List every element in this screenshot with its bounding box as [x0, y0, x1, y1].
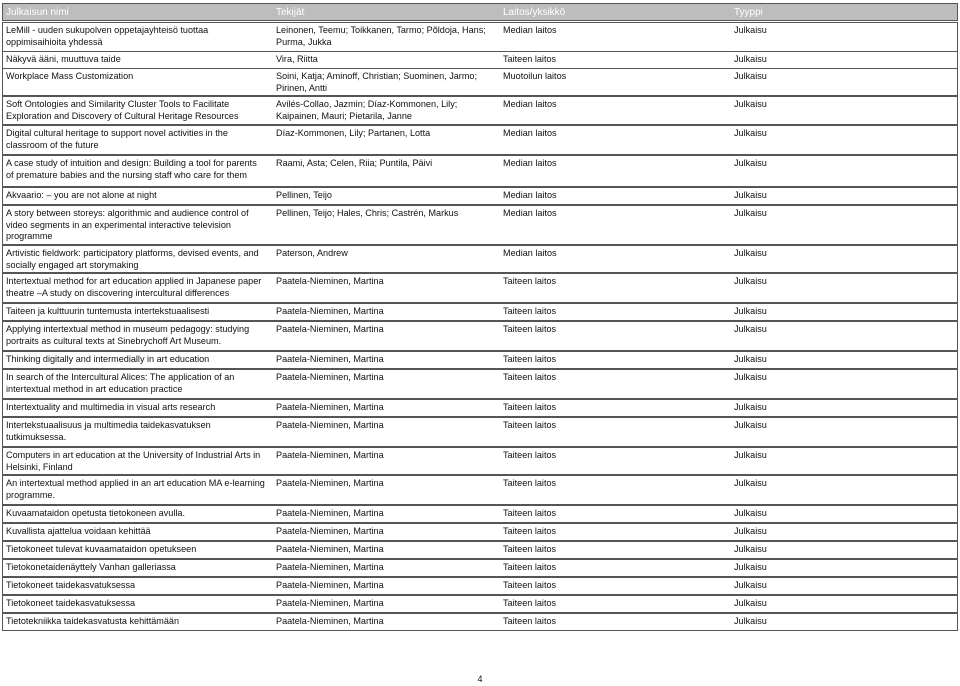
- table-row: [2, 273, 958, 303]
- publication-type: Julkaisu: [734, 508, 767, 518]
- publication-title: A case study of intuition and design: Building a tool for parents of premature babies and the nursing staff who care for them: [6, 158, 257, 180]
- publication-title: Soft Ontologies and Similarity Cluster Tools to Facilitate Exploration and Discovery of Cultural Heritage Resources: [6, 99, 239, 121]
- publication-title: In search of the Intercultural Alices: The application of an intertextual method in art education practice: [6, 372, 235, 394]
- publication-type: Julkaisu: [734, 402, 767, 412]
- header-department: Laitos/yksikkö: [503, 7, 566, 18]
- publication-department: Taiteen laitos: [503, 562, 557, 572]
- table-row: [2, 68, 958, 96]
- publication-title: Intertextuality and multimedia in visual arts research: [6, 402, 216, 412]
- table-row: [2, 475, 958, 505]
- publication-authors: Paatela-Nieminen, Martina: [276, 526, 384, 536]
- table-row: [2, 447, 958, 475]
- publication-authors: Paatela-Nieminen, Martina: [276, 450, 384, 460]
- publication-title: LeMill - uuden sukupolven oppetajayhteisö tuottaa oppimisaihioita yhdessä: [6, 25, 209, 47]
- table-row: [2, 22, 958, 52]
- table-header: [2, 3, 958, 21]
- publication-type: Julkaisu: [734, 598, 767, 608]
- publication-type: Julkaisu: [734, 544, 767, 554]
- publication-title: Tietokoneet taidekasvatuksessa: [6, 598, 136, 608]
- table-row: [2, 245, 958, 273]
- publication-department: Taiteen laitos: [503, 402, 557, 412]
- table-row: [2, 613, 958, 631]
- publication-type: Julkaisu: [734, 71, 767, 81]
- publication-department: Median laitos: [503, 128, 557, 138]
- publication-authors: Paatela-Nieminen, Martina: [276, 478, 384, 488]
- publication-type: Julkaisu: [734, 208, 767, 218]
- table-row: [2, 417, 958, 447]
- publication-type: Julkaisu: [734, 580, 767, 590]
- publication-department: Taiteen laitos: [503, 598, 557, 608]
- header-authors: Tekijät: [276, 7, 305, 18]
- publication-department: Taiteen laitos: [503, 54, 557, 64]
- publication-authors: Paatela-Nieminen, Martina: [276, 598, 384, 608]
- publication-title: Tietokonetaidenäyttely Vanhan galleriassa: [6, 562, 176, 572]
- publication-department: Taiteen laitos: [503, 420, 557, 430]
- publication-department: Taiteen laitos: [503, 526, 557, 536]
- publication-authors: Soini, Katja; Aminoff, Christian; Suominen, Jarmo; Pirinen, Antti: [276, 71, 477, 93]
- publication-department: Taiteen laitos: [503, 450, 557, 460]
- publication-department: Taiteen laitos: [503, 324, 557, 334]
- publication-department: Median laitos: [503, 208, 557, 218]
- publication-title: Kuvaamataidon opetusta tietokoneen avulla.: [6, 508, 185, 518]
- publication-department: Median laitos: [503, 25, 557, 35]
- publication-title: Akvaario: – you are not alone at night: [6, 190, 157, 200]
- publication-authors: Pellinen, Teijo: [276, 190, 332, 200]
- table-row: [2, 187, 958, 205]
- publication-title: Taiteen ja kulttuurin tuntemusta intertekstuaalisesti: [6, 306, 210, 316]
- publication-type: Julkaisu: [734, 128, 767, 138]
- publication-type: Julkaisu: [734, 54, 767, 64]
- publication-title: A story between storeys: algorithmic and audience control of video segments in an experimental interactive television programme: [6, 208, 249, 241]
- publication-authors: Paatela-Nieminen, Martina: [276, 508, 384, 518]
- publication-type: Julkaisu: [734, 190, 767, 200]
- table-row: [2, 559, 958, 577]
- publication-department: Taiteen laitos: [503, 580, 557, 590]
- table-row: [2, 155, 958, 187]
- publication-authors: Vira, Riitta: [276, 54, 318, 64]
- header-type: Tyyppi: [734, 7, 763, 18]
- publication-title: Tietotekniikka taidekasvatusta kehittämään: [6, 616, 180, 626]
- table-row: [2, 505, 958, 523]
- publication-department: Median laitos: [503, 190, 557, 200]
- publication-title: Tietokoneet tulevat kuvaamataidon opetukseen: [6, 544, 197, 554]
- table-row: [2, 303, 958, 321]
- publication-type: Julkaisu: [734, 526, 767, 536]
- page-number: 4: [477, 674, 483, 684]
- publication-authors: Paatela-Nieminen, Martina: [276, 354, 384, 364]
- publication-type: Julkaisu: [734, 372, 767, 382]
- table-row: [2, 595, 958, 613]
- publication-type: Julkaisu: [734, 420, 767, 430]
- publication-authors: Paatela-Nieminen, Martina: [276, 420, 384, 430]
- publication-title: Computers in art education at the University of Industrial Arts in Helsinki, Finland: [6, 450, 261, 472]
- publication-department: Median laitos: [503, 248, 557, 258]
- publication-department: Taiteen laitos: [503, 508, 557, 518]
- publication-title: Workplace Mass Customization: [6, 71, 134, 81]
- table-row: [2, 523, 958, 541]
- publication-department: Taiteen laitos: [503, 372, 557, 382]
- publication-authors: Pellinen, Teijo; Hales, Chris; Castrén, Markus: [276, 208, 459, 218]
- publication-authors: Díaz-Kommonen, Lily; Partanen, Lotta: [276, 128, 431, 138]
- publication-authors: Paatela-Nieminen, Martina: [276, 616, 384, 626]
- publication-department: Taiteen laitos: [503, 276, 557, 286]
- publication-title: Intertextual method for art education applied in Japanese paper theatre –A study on discovering intercultural differences: [6, 276, 262, 298]
- publication-department: Muotoilun laitos: [503, 71, 567, 81]
- publication-type: Julkaisu: [734, 25, 767, 35]
- publication-type: Julkaisu: [734, 450, 767, 460]
- publication-title: Tietokoneet taidekasvatuksessa: [6, 580, 136, 590]
- publication-title: An intertextual method applied in an art education MA e-learning programme.: [6, 478, 265, 500]
- publication-type: Julkaisu: [734, 354, 767, 364]
- publication-department: Taiteen laitos: [503, 478, 557, 488]
- publication-title: Thinking digitally and intermedially in art education: [6, 354, 210, 364]
- publication-type: Julkaisu: [734, 324, 767, 334]
- publication-authors: Paatela-Nieminen, Martina: [276, 562, 384, 572]
- table-row: [2, 541, 958, 559]
- publication-type: Julkaisu: [734, 276, 767, 286]
- publication-authors: Avilés-Collao, Jazmin; Díaz-Kommonen, Lily; Kaipainen, Mauri; Pietarila, Janne: [276, 99, 458, 121]
- publication-department: Taiteen laitos: [503, 544, 557, 554]
- publication-department: Median laitos: [503, 158, 557, 168]
- publication-authors: Paatela-Nieminen, Martina: [276, 402, 384, 412]
- publication-type: Julkaisu: [734, 248, 767, 258]
- publication-type: Julkaisu: [734, 562, 767, 572]
- publication-title: Digital cultural heritage to support novel activities in the classroom of the future: [6, 128, 228, 150]
- publication-type: Julkaisu: [734, 99, 767, 109]
- publication-department: Taiteen laitos: [503, 306, 557, 316]
- table-row: [2, 577, 958, 595]
- publication-authors: Paatela-Nieminen, Martina: [276, 276, 384, 286]
- table-row: [2, 321, 958, 351]
- publication-type: Julkaisu: [734, 616, 767, 626]
- publication-title: Intertekstuaalisuus ja multimedia taidekasvatuksen tutkimuksessa.: [6, 420, 211, 442]
- publication-authors: Raami, Asta; Celen, Riia; Puntila, Päivi: [276, 158, 433, 168]
- header-title: Julkaisun nimi: [6, 7, 69, 18]
- publication-department: Taiteen laitos: [503, 616, 557, 626]
- publication-type: Julkaisu: [734, 478, 767, 488]
- publication-title: Artivistic fieldwork: participatory platforms, devised events, and socially engaged art storymaking: [6, 248, 259, 270]
- publication-title: Näkyvä ääni, muuttuva taide: [6, 54, 121, 64]
- table-row: [2, 351, 958, 369]
- publication-title: Kuvallista ajattelua voidaan kehittää: [6, 526, 151, 536]
- table-row: [2, 205, 958, 245]
- publication-department: Taiteen laitos: [503, 354, 557, 364]
- publication-authors: Paatela-Nieminen, Martina: [276, 324, 384, 334]
- publication-authors: Leinonen, Teemu; Toikkanen, Tarmo; Põldoja, Hans; Purma, Jukka: [276, 25, 486, 47]
- publication-title: Applying intertextual method in museum pedagogy: studying portraits as cultural texts at Sinebrychoff Art Museum.: [6, 324, 250, 346]
- publication-authors: Paatela-Nieminen, Martina: [276, 580, 384, 590]
- table-row: [2, 369, 958, 399]
- table-row: [2, 51, 958, 69]
- publication-type: Julkaisu: [734, 306, 767, 316]
- table-row: [2, 96, 958, 125]
- table-row: [2, 399, 958, 417]
- publication-type: Julkaisu: [734, 158, 767, 168]
- publication-department: Median laitos: [503, 99, 557, 109]
- publication-authors: Paatela-Nieminen, Martina: [276, 372, 384, 382]
- table-row: [2, 125, 958, 155]
- publication-authors: Paatela-Nieminen, Martina: [276, 306, 384, 316]
- publication-authors: Paterson, Andrew: [276, 248, 348, 258]
- publication-authors: Paatela-Nieminen, Martina: [276, 544, 384, 554]
